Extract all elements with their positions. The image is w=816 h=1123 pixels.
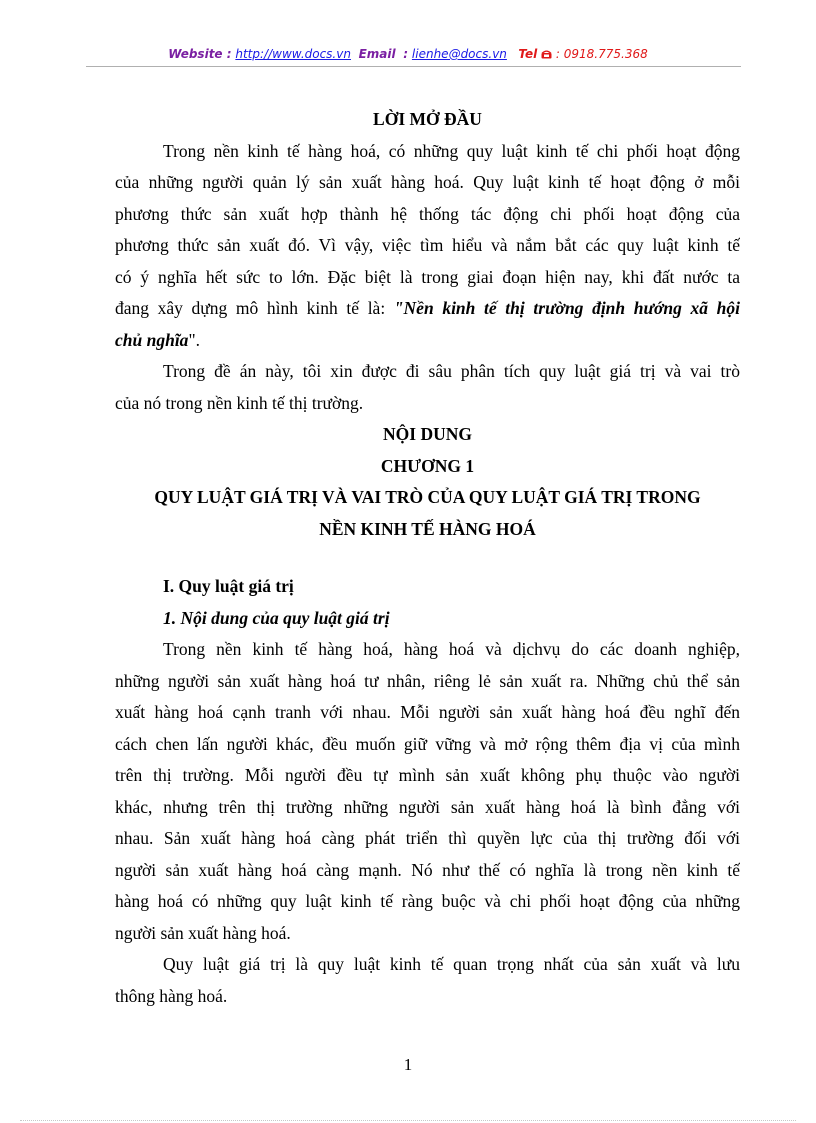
email-label: Email [358, 47, 396, 61]
intro-p1-line6-text: đang xây dựng mô hình kinh tế là: [115, 298, 394, 318]
intro-p1-line [115, 325, 740, 357]
intro-p1-line: của những người quản lý sản xuất hàng hoá. Quy luật kinh tế hoạt động ở mỗi [115, 172, 740, 192]
content-p3-line: những người sản xuất hàng hoá tư nhân, riêng lẻ sản xuất ra. Những chủ thể sản [115, 670, 740, 691]
intro-p1-line7-suffix: ". [188, 329, 200, 350]
page-bottom-border [20, 1120, 796, 1121]
intro-p1-emphasis-end: chủ nghĩa [115, 329, 189, 350]
content-p4-line: thông hàng hoá. [115, 985, 228, 1006]
header-divider [86, 66, 741, 67]
intro-p1-line: phương thức sản xuất hợp thành hệ thống tác động chi phối hoạt động của [115, 203, 740, 224]
intro-p2-line: Trong đề án này, tôi xin được đi sâu phân tích quy luật giá trị và vai trò [163, 361, 740, 381]
website-link[interactable]: http://www.docs.vn [235, 47, 351, 61]
phone-icon [541, 47, 556, 61]
intro-p1-line [115, 293, 740, 325]
tel-number: : 0918.775.368 [555, 47, 648, 61]
content-p3-line: khác, nhưng trên thị trường những người sản xuất hàng hoá là bình đẳng với [115, 796, 740, 817]
content-p3-line: cách chen lấn người khác, đều muốn giữ vững và mở rộng thêm địa vị của mình [115, 733, 740, 754]
page-header [0, 47, 816, 65]
tel-label: Tel [518, 47, 538, 61]
content-p3-line: nhau. Sản xuất hàng hoá càng phát triển thì quyền lực của thị trường đối với [115, 828, 740, 848]
email-separator: : [403, 47, 409, 61]
intro-p1-line: có ý nghĩa hết sức to lớn. Đặc biệt là trong giai đoạn hiện nay, khi đất nước ta [115, 266, 740, 287]
email-link[interactable]: lienhe@docs.vn [411, 47, 507, 61]
chapter-number: CHƯƠNG 1 [380, 455, 475, 476]
content-p4-line: Quy luật giá trị là quy luật kinh tế quan trọng nhất của sản xuất và lưu [163, 954, 740, 974]
chapter-title-line: QUY LUẬT GIÁ TRỊ VÀ VAI TRÒ CỦA QUY LUẬT GIÁ TRỊ TRONG [154, 487, 701, 507]
content-p3-line: Trong nền kinh tế hàng hoá, hàng hoá và dịchvụ do các doanh nghiệp, [163, 639, 740, 659]
intro-p1-line: Trong nền kinh tế hàng hoá, có những quy luật kinh tế chi phối hoạt động [163, 140, 740, 161]
content-p3-line: trên thị trường. Mỗi người đều tự mình sản xuất không phụ thuộc vào người [115, 765, 740, 785]
document-body [115, 104, 740, 1012]
content-p3-line: người sản xuất hàng hoá càng mạnh. Nó như thế có nghĩa là trong nền kinh tế [115, 859, 740, 880]
content-p3-line: xuất hàng hoá cạnh tranh với nhau. Mỗi người sản xuất hàng hoá đều nghĩ đến [115, 702, 740, 722]
intro-p1-line: phương thức sản xuất đó. Vì vậy, việc tìm hiểu và nắm bắt các quy luật kinh tế [115, 235, 740, 255]
subsection-heading: 1. Nội dung của quy luật giá trị [163, 607, 390, 628]
chapter-title-line: NỀN KINH TẾ HÀNG HOÁ [319, 518, 536, 539]
website-label: Website : [168, 47, 232, 61]
content-p3-line: người sản xuất hàng hoá. [115, 922, 291, 943]
intro-title: LỜI MỞ ĐẦU [373, 109, 482, 129]
intro-p1-emphasis: "Nền kinh tế thị trường định hướng xã hội [393, 298, 740, 318]
page-number: 1 [403, 1055, 413, 1074]
spacer [115, 545, 740, 571]
content-p3-line: hàng hoá có những quy luật kinh tế ràng buộc và chi phối hoạt động của những [115, 891, 740, 911]
content-title: NỘI DUNG [383, 424, 472, 444]
intro-p2-line: của nó trong nền kinh tế thị trường. [115, 392, 364, 413]
section-heading: I. Quy luật giá trị [163, 576, 294, 596]
